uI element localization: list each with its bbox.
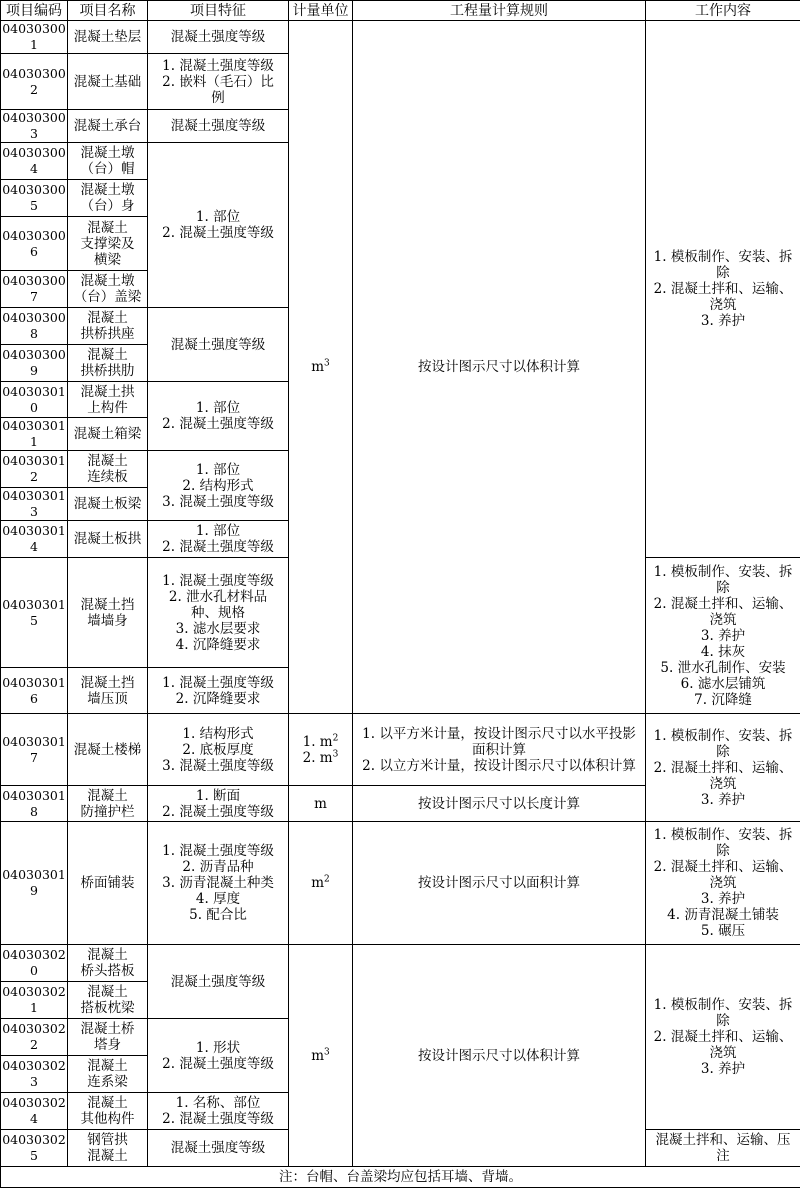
header-code: 项目编码 — [1, 1, 68, 21]
cell-line: （台）盖梁 — [70, 289, 145, 305]
cell-line: 5. 配合比 — [150, 907, 286, 923]
cell-line: 拱桥拱座 — [70, 326, 145, 342]
item-name — [68, 1130, 148, 1167]
cell-line: 2. 混凝土强度等级 — [150, 804, 286, 820]
item-name — [68, 521, 148, 558]
cell-line: 3. 养护 — [650, 1061, 796, 1077]
item-code: 040303004 — [1, 143, 68, 180]
cell-line: 3. 沥青混凝土种类 — [150, 875, 286, 891]
cell-line: 4. 厚度 — [150, 891, 286, 907]
cell-line: 混凝土板梁 — [70, 496, 145, 512]
cell-line: 混凝土 — [70, 1058, 145, 1074]
item-features — [148, 382, 289, 451]
table-note: 注：台帽、台盖梁均应包括耳墙、背墙。 — [1, 1167, 800, 1188]
cell-line: 其他构件 — [70, 1111, 145, 1127]
item-code: 040303007 — [1, 271, 68, 308]
cell-line: 混凝土拱 — [70, 384, 145, 400]
cell-line: （台）身 — [70, 198, 145, 214]
header-work: 工作内容 — [646, 1, 800, 21]
unit-cell — [289, 714, 353, 786]
cell-line: 1. 模板制作、安装、拆除 — [650, 728, 796, 760]
cell-line: 3. 养护 — [650, 792, 796, 808]
cell-line: 2. 以立方米计量，按设计图示尺寸以体积计算 — [357, 758, 641, 774]
cell-line: 1. 以平方米计量，按设计图示尺寸以水平投影面积计算 — [357, 726, 641, 758]
cell-line: 2. 混凝土强度等级 — [150, 1111, 286, 1127]
item-code: 040303021 — [1, 982, 68, 1019]
item-features — [148, 1019, 289, 1093]
cell-line: 混凝土强度等级 — [150, 337, 286, 353]
item-name — [68, 982, 148, 1019]
cell-line: 4. 抹灰 — [650, 644, 796, 660]
cell-line: 2. 泄水孔材料品 — [150, 589, 286, 605]
work-cell — [646, 558, 800, 714]
note-row — [1, 1167, 800, 1188]
cell-line: 1. 名称、部位 — [150, 1095, 286, 1111]
cell-line: 混凝土垫层 — [70, 29, 145, 45]
unit-cell — [289, 21, 353, 714]
cell-line: 3. 滤水层要求 — [150, 621, 286, 637]
item-features — [148, 558, 289, 668]
cell-line: 混凝土 — [70, 947, 145, 963]
item-code: 040303005 — [1, 180, 68, 217]
item-code: 040303013 — [1, 488, 68, 521]
item-name — [68, 1056, 148, 1093]
item-code: 040303022 — [1, 1019, 68, 1056]
item-code: 040303001 — [1, 21, 68, 54]
item-features — [148, 521, 289, 558]
cell-line: 1. 部位 — [150, 400, 286, 416]
item-code: 040303019 — [1, 822, 68, 945]
work-cell — [646, 1130, 800, 1167]
cell-line: 混凝土墩 — [70, 145, 145, 161]
cell-line: 支撑梁及 — [70, 236, 145, 252]
item-code: 040303012 — [1, 451, 68, 488]
item-features — [148, 143, 289, 308]
cell-line: 2. 混凝土强度等级 — [150, 416, 286, 432]
cell-line: 2. 混凝土拌和、运输、浇筑 — [650, 859, 796, 891]
item-code: 040303014 — [1, 521, 68, 558]
cell-line: 3. 养护 — [650, 628, 796, 644]
item-name — [68, 418, 148, 451]
cell-line: 5. 泄水孔制作、安装 — [650, 660, 796, 676]
item-name — [68, 668, 148, 714]
item-features — [148, 21, 289, 54]
item-name — [68, 54, 148, 110]
unit-cell — [289, 945, 353, 1167]
cell-line: 混凝土承台 — [70, 118, 145, 134]
cell-line: 混凝土强度等级 — [150, 29, 286, 45]
unit-cell — [289, 786, 353, 822]
unit-text: m — [291, 796, 350, 812]
item-name — [68, 308, 148, 345]
item-name — [68, 271, 148, 308]
cell-line: 2. 底板厚度 — [150, 742, 286, 758]
item-features — [148, 110, 289, 143]
item-name — [68, 786, 148, 822]
cell-line: 拱桥拱肋 — [70, 363, 145, 379]
header-row — [1, 1, 800, 21]
work-cell — [646, 714, 800, 822]
header-name: 项目名称 — [68, 1, 148, 21]
cell-line: 混凝土桥 — [70, 1021, 145, 1037]
cell-line: 1. 混凝土强度等级 — [150, 573, 286, 589]
unit-text: $m^3$ — [291, 359, 350, 375]
cell-line: 2. 混凝土拌和、运输、浇筑 — [650, 281, 796, 313]
cell-line: 混凝土基础 — [70, 74, 145, 90]
unit-text: $m^2$ — [291, 875, 350, 891]
cell-line: 1. 模板制作、安装、拆除 — [650, 827, 796, 859]
cell-line: 混凝土 — [70, 1095, 145, 1111]
cell-line: 墙墙身 — [70, 613, 145, 629]
cell-line: 混凝土挡 — [70, 597, 145, 613]
cell-line: 1. 模板制作、安装、拆除 — [650, 997, 796, 1029]
cell-line: 1. 模板制作、安装、拆除 — [650, 564, 796, 596]
cell-line: 4. 沉降缝要求 — [150, 637, 286, 653]
item-features — [148, 1093, 289, 1130]
cell-line: 墙压顶 — [70, 691, 145, 707]
rule-cell: 按设计图示尺寸以体积计算 — [353, 21, 646, 714]
cell-line: 混凝土 — [70, 1148, 145, 1164]
cell-line: 搭板枕梁 — [70, 1000, 145, 1016]
cell-line: 混凝土强度等级 — [150, 118, 286, 134]
cell-line: 2. 沥青品种 — [150, 859, 286, 875]
cell-line: 1. 部位 — [150, 209, 286, 225]
item-name — [68, 217, 148, 271]
cell-line: 1. 断面 — [150, 788, 286, 804]
item-features — [148, 1130, 289, 1167]
cell-line: 桥头搭板 — [70, 963, 145, 979]
cell-line: 1. 部位 — [150, 462, 286, 478]
item-name — [68, 488, 148, 521]
item-name — [68, 822, 148, 945]
cell-line: 连续板 — [70, 469, 145, 485]
cell-line: 1. 形状 — [150, 1040, 286, 1056]
item-features — [148, 714, 289, 786]
table-row — [1, 822, 800, 945]
unit-exponent: 2 — [333, 733, 339, 743]
cell-line: 钢管拱 — [70, 1132, 145, 1148]
rule-cell: 按设计图示尺寸以长度计算 — [353, 786, 646, 822]
cell-line: 混凝土楼梯 — [70, 742, 145, 758]
item-name — [68, 345, 148, 382]
cell-line: 连系梁 — [70, 1074, 145, 1090]
cell-line: 混凝土 — [70, 788, 145, 804]
item-features — [148, 451, 289, 521]
unit-text: 2. $m^3$ — [291, 750, 350, 766]
cell-line: 混凝土 — [70, 984, 145, 1000]
item-code: 040303003 — [1, 110, 68, 143]
cell-line: 1. 结构形式 — [150, 726, 286, 742]
cell-line: 混凝土墩 — [70, 182, 145, 198]
table-row — [1, 21, 800, 54]
rule-cell: 按设计图示尺寸以面积计算 — [353, 822, 646, 945]
rule-cell: 按设计图示尺寸以体积计算 — [353, 945, 646, 1167]
unit-text: $m^3$ — [291, 1048, 350, 1064]
item-name — [68, 558, 148, 668]
item-name — [68, 1019, 148, 1056]
cell-line: 4. 沥青混凝土铺装 — [650, 907, 796, 923]
table-row — [1, 714, 800, 786]
item-code: 040303010 — [1, 382, 68, 418]
cell-line: 5. 碾压 — [650, 923, 796, 939]
unit-cell — [289, 822, 353, 945]
cell-line: 3. 混凝土强度等级 — [150, 758, 286, 774]
cell-line: 混凝土墩 — [70, 273, 145, 289]
cell-line: 混凝土 — [70, 347, 145, 363]
cell-line: 6. 滤水层铺筑 — [650, 676, 796, 692]
cell-line: 1. 混凝土强度等级 — [150, 843, 286, 859]
item-features — [148, 54, 289, 110]
header-features: 项目特征 — [148, 1, 289, 21]
unit-exponent: 2 — [324, 875, 330, 885]
cell-line: 1. 混凝土强度等级 — [150, 58, 286, 74]
item-name — [68, 110, 148, 143]
cell-line: 种、规格 — [150, 605, 286, 621]
unit-exponent: 3 — [324, 1047, 330, 1057]
work-cell — [646, 822, 800, 945]
cell-line: 2. 混凝土强度等级 — [150, 225, 286, 241]
item-features — [148, 822, 289, 945]
item-code: 040303016 — [1, 668, 68, 714]
cell-line: 混凝土 — [70, 220, 145, 236]
unit-exponent: 3 — [324, 359, 330, 369]
item-code: 040303009 — [1, 345, 68, 382]
cell-line: 3. 养护 — [650, 313, 796, 329]
cell-line: 混凝土箱梁 — [70, 426, 145, 442]
cell-line: 混凝土强度等级 — [150, 1140, 286, 1156]
item-features — [148, 786, 289, 822]
item-code: 040303024 — [1, 1093, 68, 1130]
cell-line: 2. 混凝土拌和、运输、浇筑 — [650, 760, 796, 792]
item-name — [68, 143, 148, 180]
cell-line: （台）帽 — [70, 161, 145, 177]
item-features — [148, 668, 289, 714]
cell-line: 例 — [150, 90, 286, 106]
item-code: 040303006 — [1, 217, 68, 271]
item-features — [148, 945, 289, 1019]
header-unit: 计量单位 — [289, 1, 353, 21]
item-code: 040303011 — [1, 418, 68, 451]
work-cell — [646, 21, 800, 558]
item-name — [68, 21, 148, 54]
item-code: 040303017 — [1, 714, 68, 786]
cell-line: 1. 混凝土强度等级 — [150, 675, 286, 691]
cell-line: 7. 沉降缝 — [650, 692, 796, 708]
cell-line: 塔身 — [70, 1037, 145, 1053]
table-row — [1, 945, 800, 982]
unit-exponent: 3 — [333, 749, 339, 759]
cell-line: 2. 混凝土拌和、运输、浇筑 — [650, 596, 796, 628]
item-name — [68, 180, 148, 217]
cell-line: 横梁 — [70, 252, 145, 268]
cell-line: 混凝土 — [70, 453, 145, 469]
cell-line: 1. 部位 — [150, 523, 286, 539]
cell-line: 混凝土拌和、运输、压注 — [650, 1132, 796, 1164]
item-code: 040303018 — [1, 786, 68, 822]
cell-line: 2. 混凝土强度等级 — [150, 539, 286, 555]
item-name — [68, 1093, 148, 1130]
cell-line: 混凝土挡 — [70, 675, 145, 691]
item-name — [68, 714, 148, 786]
rule-cell — [353, 714, 646, 786]
unit-text: 1. $m^2$ — [291, 734, 350, 750]
item-code: 040303023 — [1, 1056, 68, 1093]
cell-line: 混凝土 — [70, 310, 145, 326]
cell-line: 2. 结构形式 — [150, 478, 286, 494]
cell-line: 3. 养护 — [650, 891, 796, 907]
cell-line: 2. 混凝土强度等级 — [150, 1056, 286, 1072]
item-name — [68, 945, 148, 982]
item-name — [68, 382, 148, 418]
cell-line: 上构件 — [70, 400, 145, 416]
cell-line: 1. 模板制作、安装、拆除 — [650, 249, 796, 281]
cell-line: 2. 沉降缝要求 — [150, 691, 286, 707]
cell-line: 2. 嵌料（毛石）比 — [150, 74, 286, 90]
item-name — [68, 451, 148, 488]
header-rules: 工程量计算规则 — [353, 1, 646, 21]
cell-line: 混凝土板拱 — [70, 531, 145, 547]
cell-line: 3. 混凝土强度等级 — [150, 494, 286, 510]
cell-line: 桥面铺装 — [70, 875, 145, 891]
item-code: 040303020 — [1, 945, 68, 982]
item-code: 040303025 — [1, 1130, 68, 1167]
cell-line: 2. 混凝土拌和、运输、浇筑 — [650, 1029, 796, 1061]
cell-line: 混凝土强度等级 — [150, 974, 286, 990]
work-cell — [646, 945, 800, 1130]
cell-line: 防撞护栏 — [70, 804, 145, 820]
item-code: 040303015 — [1, 558, 68, 668]
item-features — [148, 308, 289, 382]
item-code: 040303002 — [1, 54, 68, 110]
item-code: 040303008 — [1, 308, 68, 345]
